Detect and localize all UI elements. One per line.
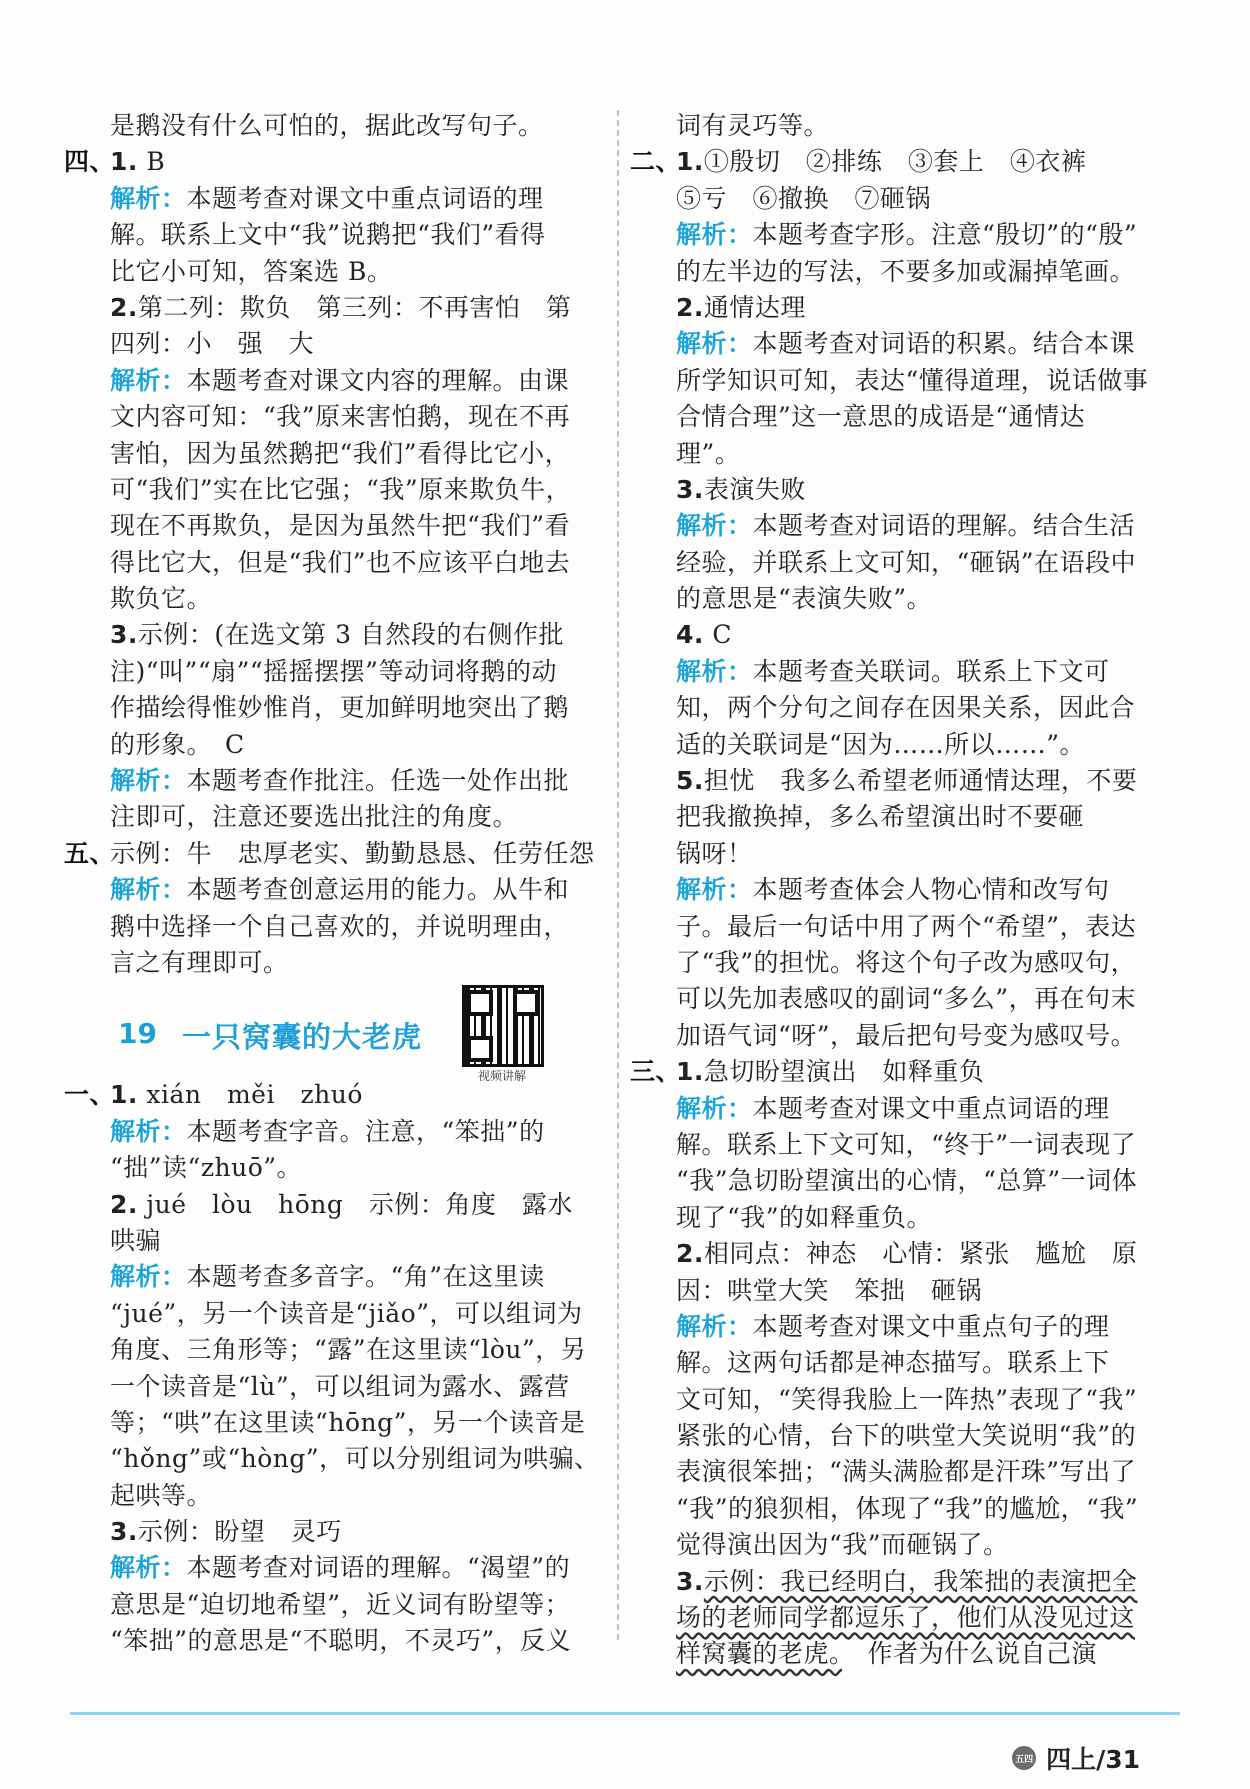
analysis-label: 解析： [676,875,753,905]
page-footer [1012,1740,1140,1776]
text-line: 文内容可知：“我”原来害怕鹅，现在不再 [110,402,571,432]
analysis-line: 解析：本题考查字音。注意，“笨拙”的 [110,1116,545,1146]
page-number: 四上/31 [1046,1745,1140,1774]
text-line: 一个读音是“lù”，可以组词为露水、露营 [110,1371,570,1401]
answer-line: 2.相同点：神态 心情：紧张 尴尬 原 [676,1239,1138,1269]
text-line: 得比它大，但是“我们”也不应该平白地去 [110,547,571,577]
text-line: 知，两个分句之间存在因果关系，因此合 [676,693,1136,723]
analysis-label: 解析： [110,1553,187,1583]
analysis-label: 解析： [676,656,753,686]
qr-code-icon[interactable] [462,985,544,1067]
analysis-label: 解析： [676,511,753,541]
analysis-line: 解析：本题考查字形。注意“殷切”的“殷” [676,220,1138,250]
text-line: 角度、三角形等；“露”在这里读“lòu”，另 [110,1335,587,1365]
left-column [64,108,600,1660]
section-heading: 一、 [64,1080,116,1110]
text-line: 解。这两句话都是神态描写。联系上下 [676,1348,1110,1378]
answer-line: 3.示例：(在选文第 3 自然段的右侧作批 [110,620,564,650]
lesson-header [110,981,580,1084]
text-line: 是鹅没有什么可怕的，据此改写句子。 [110,111,544,140]
text-line: 等；“哄”在这里读“hōng”，另一个读音是 [110,1407,586,1437]
text-line: 可“我们”实在比它强；“我”原来欺负牛， [110,474,572,504]
text-line: 四列：小 强 大 [110,329,315,359]
answer-line: 一、 1. xián měi zhuó [110,1077,580,1113]
text-line: 觉得演出因为“我”而砸锅了。 [676,1530,1009,1560]
text-line: 了“我”的担忧。将这个句子改为感叹句， [676,947,1137,977]
text-line: “jué”，另一个读音是“jiǎo”，可以组词为 [110,1298,583,1328]
analysis-line: 解析：本题考查对课文中重点句子的理 [676,1311,1110,1341]
text-line: 子。最后一句话中用了两个“希望”，表达 [676,911,1137,941]
right-column [630,108,1149,1673]
answer-line: 2. jué lòu hōng 示例：角度 露水 [110,1189,573,1219]
analysis-line: 解析：本题考查多音字。“角”在这里读 [110,1262,545,1292]
text-line: 文可知，“笑得我脸上一阵热”表现了“我” [676,1384,1138,1414]
answer-line: 五、 示例：牛 忠厚老实、勤勤恳恳、任劳任怨 [110,836,580,872]
analysis-line: 解析：本题考查关联词。联系上下文可 [676,656,1110,686]
column-divider [617,110,619,1640]
answer-line: 三、 1.急切盼望演出 如释重负 [676,1054,1146,1090]
text-line: 作描绘得惟妙惟肖，更加鲜明地突出了鹅 [110,693,570,723]
text-line: 的意思是“表演失败”。 [676,584,933,614]
text-line: 言之有理即可。 [110,947,289,977]
analysis-line: 解析：本题考查对词语的理解。“渴望”的 [110,1553,571,1583]
text-line: 样窝囊的老虎。 作者为什么说自己演 [676,1639,1098,1669]
text-line: ⑤亏 ⑥撤换 ⑦砸锅 [676,183,932,213]
text-line: 紧张的心情，台下的哄堂大笑说明“我”的 [676,1421,1137,1451]
section-heading: 二、 [630,147,682,177]
text-line: 适的关联词是“因为……所以……”。 [676,729,1086,759]
text-line: 现在不再欺负，是因为虽然牛把“我们”看 [110,511,571,541]
answer-line: 二、 1.①殷切 ②排练 ③套上 ④衣裤 [676,144,1146,180]
lesson-number: 19 [118,1017,157,1051]
text-line: “我”急切盼望演出的心情，“总算”一词体 [676,1166,1138,1196]
text-line: 意思是“迫切地希望”，近义词有盼望等； [110,1589,571,1619]
qr-caption: 视频讲解 [477,1069,526,1084]
analysis-label: 解析： [110,875,187,905]
answer-line: 3.表演失败 [676,474,806,504]
text-line: “笨拙”的意思是“不聪明，不灵巧”，反义 [110,1626,572,1656]
text-line: 所学知识可知，表达“懂得道理，说话做事 [676,365,1149,395]
analysis-label: 解析： [676,329,753,359]
analysis-line: 解析：本题考查体会人物心情和改写句 [676,875,1110,905]
footer-rule [70,1712,1180,1715]
section-heading: 四、 [64,147,116,177]
analysis-label: 解析： [110,1262,187,1292]
analysis-label: 解析： [110,183,187,213]
analysis-line: 解析：本题考查对词语的积累。结合本课 [676,329,1136,359]
text-line: 哄骗 [110,1225,162,1255]
analysis-line: 解析：本题考查创意运用的能力。从牛和 [110,875,570,905]
text-line: 鹅中选择一个自己喜欢的，并说明理由， [110,911,570,941]
answer-line: 3.示例：盼望 灵巧 [110,1517,342,1547]
text-line: 解。联系上文中“我”说鹅把“我们”看得 [110,220,546,250]
text-line: 词有灵巧等。 [676,111,830,140]
analysis-line: 解析：本题考查对课文内容的理解。由课 [110,365,570,395]
answer-line: 2.第二列：欺负 第三列：不再害怕 第 [110,292,572,322]
brand-logo-icon: 五四 [1012,1746,1036,1770]
text-line: 经验，并联系上文可知，“砸锅”在语段中 [676,547,1137,577]
text-line: 起哄等。 [110,1480,213,1510]
answer-line: 4. C [676,620,732,650]
analysis-label: 解析： [110,365,187,395]
text-line: 解。联系上下文可知，“终于”一词表现了 [676,1129,1137,1159]
text-line: 欺负它。 [110,584,213,614]
lesson-title: 一只窝囊的大老虎 [182,1020,423,1055]
text-line: 把我撤换掉，多么希望演出时不要砸 [676,802,1085,832]
answer-line: 5.担忧 我多么希望老师通情达理，不要 [676,766,1138,796]
text-line: 加语气词“呀”，最后把句号变为感叹号。 [676,1020,1137,1050]
analysis-label: 解析： [110,766,187,796]
text-line: 注)“叫”“扇”“摇摇摆摆”等动词将鹅的动 [110,656,557,686]
analysis-label: 解析： [676,220,753,250]
text-line: “拙”读“zhuō”。 [110,1153,303,1183]
analysis-label: 解析： [110,1116,187,1146]
text-line: 的左半边的写法，不要多加或漏掉笔画。 [676,256,1136,286]
text-line: 注即可，注意还要选出批注的角度。 [110,802,519,832]
text-line: 理”。 [676,438,741,468]
analysis-label: 解析： [676,1311,753,1341]
answer-line: 3.示例：我已经明白，我笨拙的表演把全 [676,1566,1138,1596]
text-line: “我”的狼狈相，体现了“我”的尴尬，“我” [676,1493,1139,1523]
text-line: 比它小可知，答案选 B。 [110,256,393,286]
analysis-line: 解析：本题考查对词语的理解。结合生活 [676,511,1136,541]
text-line: 因：哄堂大笑 笨拙 砸锅 [676,1275,983,1305]
text-line: 锅呀！ [676,838,753,868]
analysis-line: 解析：本题考查对课文中重点词语的理 [676,1093,1110,1123]
analysis-label: 解析： [676,1093,753,1123]
analysis-line: 解析：本题考查对课文中重点词语的理 [110,183,544,213]
text-line: 可以先加表感叹的副词“多么”，再在句末 [676,984,1137,1014]
text-line: 的形象。 C [110,729,245,759]
text-line: 现了“我”的如释重负。 [676,1202,933,1232]
section-heading: 三、 [630,1057,682,1087]
answer-line: 四、 1. B [110,144,580,180]
analysis-line: 解析：本题考查作批注。任选一处作出批 [110,766,570,796]
text-line: 害怕，因为虽然鹅把“我们”看得比它小， [110,438,571,468]
text-line: 场的老师同学都逗乐了，他们从没见过这 [676,1603,1136,1633]
text-line: 合情合理”这一意思的成语是“通情达 [676,402,1086,432]
text-line: 表演很笨拙；“满头满脸都是汗珠”写出了 [676,1457,1137,1487]
text-line: “hǒng”或“hòng”，可以分别组词为哄骗、 [110,1444,600,1474]
answer-line: 2.通情达理 [676,292,806,322]
section-heading: 五、 [64,838,116,868]
